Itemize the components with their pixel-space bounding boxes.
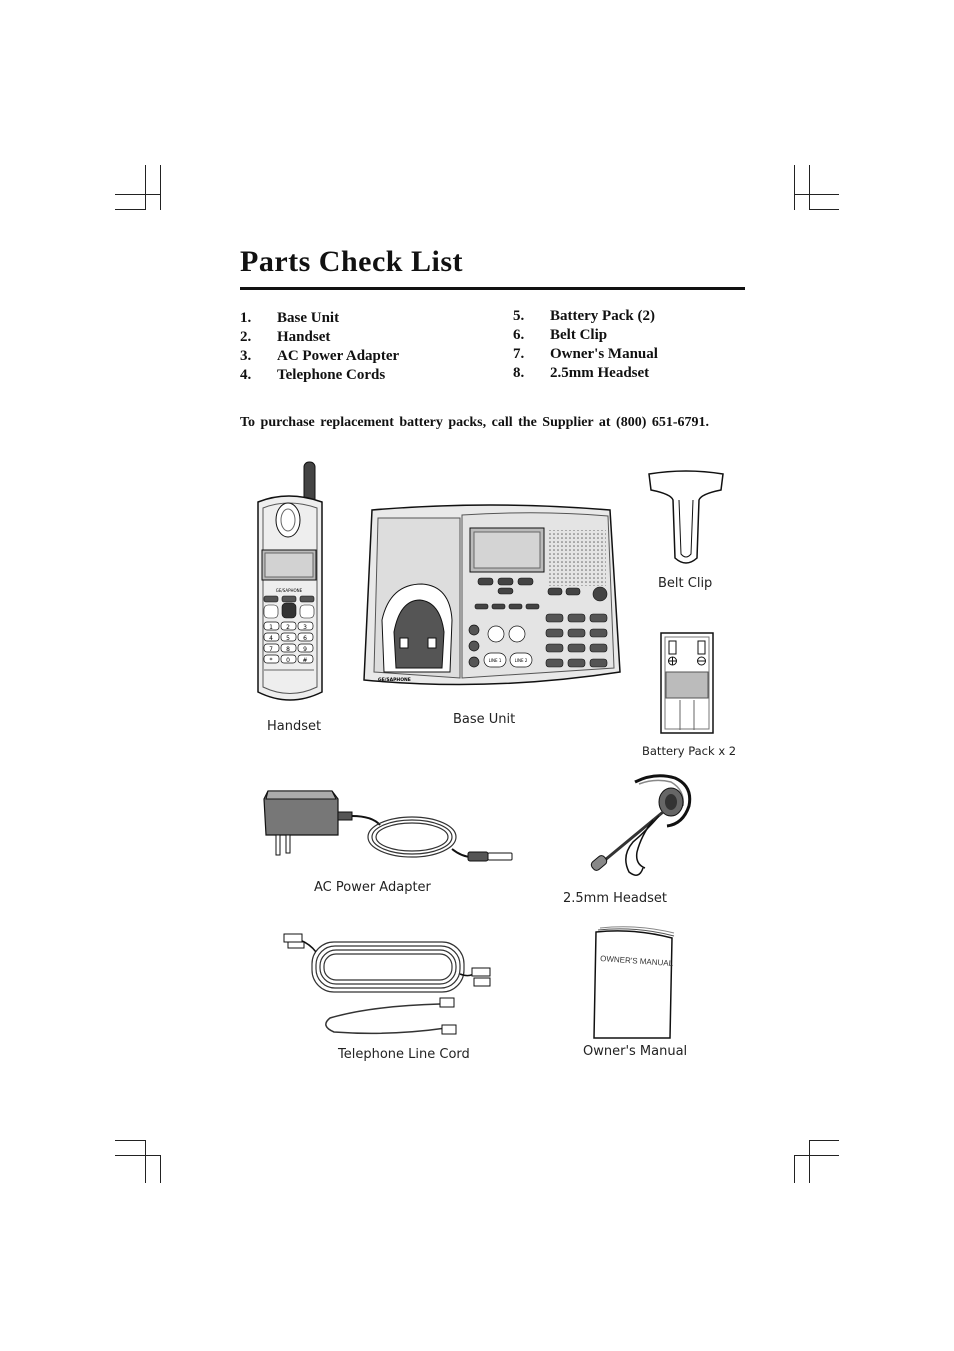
headset-caption: 2.5mm Headset [563, 891, 667, 906]
telephone-cord-caption: Telephone Line Cord [338, 1047, 470, 1062]
base-unit-caption: Base Unit [453, 712, 516, 727]
telephone-cord-illustration [280, 928, 495, 1040]
svg-text:LINE 2: LINE 2 [514, 658, 528, 663]
owners-manual-caption: Owner's Manual [583, 1044, 688, 1059]
list-item: 6. Belt Clip [513, 327, 608, 343]
svg-text:LINE 1: LINE 1 [488, 658, 502, 663]
handset-caption: Handset [267, 719, 322, 734]
svg-text:5: 5 [286, 635, 290, 642]
svg-text:GE/SAPHONE: GE/SAPHONE [378, 678, 411, 683]
parts-list-right [513, 307, 658, 383]
svg-text:*: * [269, 657, 273, 664]
headset-illustration [585, 772, 697, 884]
battery-pack-caption: Battery Pack x 2 [642, 744, 737, 758]
svg-text:8: 8 [286, 646, 290, 653]
list-item: 8. 2.5mm Headset [513, 365, 650, 381]
handset-illustration [250, 462, 330, 712]
svg-text:9: 9 [303, 646, 307, 653]
replacement-note: To purchase replacement battery packs, call the Supplier at (800) 651-6791. [240, 415, 710, 430]
title-rule [240, 287, 745, 290]
ac-adapter-caption: AC Power Adapter [314, 880, 431, 895]
owners-manual-illustration [592, 928, 676, 1042]
belt-clip-caption: Belt Clip [658, 576, 713, 591]
svg-text:4: 4 [269, 635, 273, 642]
svg-text:GE/SAPHONE: GE/SAPHONE [275, 588, 303, 593]
parts-list-left [240, 309, 399, 385]
belt-clip-illustration [645, 470, 727, 570]
list-item: 3. AC Power Adapter [240, 348, 400, 364]
ac-adapter-illustration [262, 785, 517, 880]
list-item: 2. Handset [240, 329, 331, 345]
svg-text:1: 1 [269, 624, 273, 631]
svg-text:#: # [302, 657, 308, 664]
page-title: Parts Check List [240, 245, 463, 278]
list-item: 4. Telephone Cords [240, 367, 386, 383]
svg-text:OWNER'S MANUAL: OWNER'S MANUAL [599, 954, 674, 969]
svg-text:0: 0 [286, 657, 290, 664]
base-unit-illustration [360, 500, 622, 692]
svg-text:2: 2 [286, 624, 290, 631]
svg-text:3: 3 [303, 624, 307, 631]
list-item: 1. Base Unit [240, 310, 340, 326]
svg-text:7: 7 [269, 646, 273, 653]
svg-text:6: 6 [303, 635, 307, 642]
list-item: 5. Battery Pack (2) [513, 308, 655, 324]
battery-pack-illustration [660, 632, 714, 734]
list-item: 7. Owner's Manual [513, 346, 658, 362]
